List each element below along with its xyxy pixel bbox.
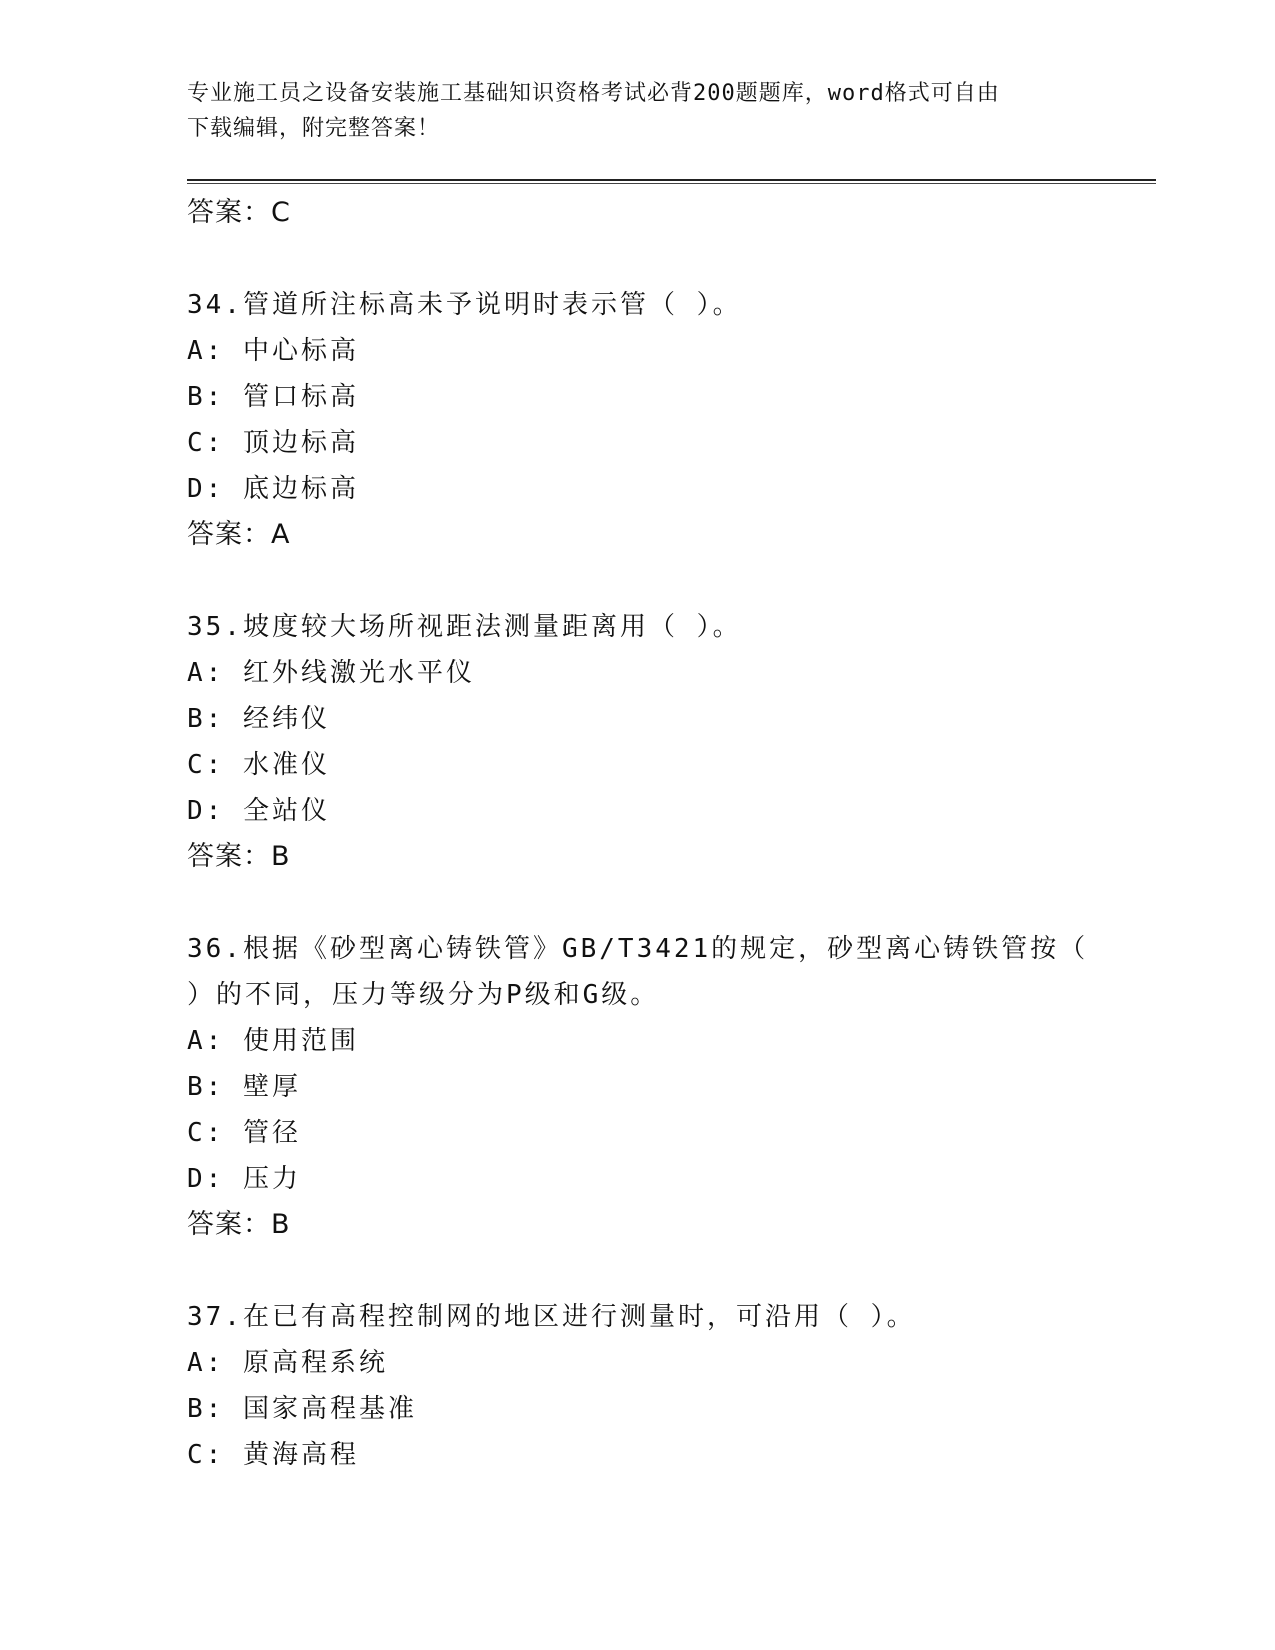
option-c: C: 管径	[187, 1118, 301, 1148]
option-a: A: 红外线激光水平仪	[187, 658, 475, 688]
header-title-line1: 专业施工员之设备安装施工基础知识资格考试必背200题题库，word格式可自由	[187, 81, 1000, 106]
question-stem: 34.管道所注标高未予说明时表示管（ ）。	[187, 290, 742, 320]
question-stem-line1: 36.根据《砂型离心铸铁管》GB/T3421的规定，砂型离心铸铁管按（	[187, 934, 1089, 964]
question-34	[187, 282, 1087, 558]
header-divider-thin	[187, 183, 1156, 184]
header-title-line2: 下载编辑，附完整答案！	[187, 116, 441, 141]
option-c: C: 顶边标高	[187, 428, 359, 458]
previous-answer: 答案：C	[187, 197, 291, 228]
question-list	[187, 190, 1087, 1478]
document-header	[187, 76, 1067, 146]
option-a: A: 原高程系统	[187, 1348, 388, 1378]
question-37	[187, 1294, 1087, 1478]
option-b: B: 国家高程基准	[187, 1394, 417, 1424]
question-stem: 35.坡度较大场所视距法测量距离用（ ）。	[187, 612, 742, 642]
question-35	[187, 604, 1087, 880]
option-c: C: 水准仪	[187, 750, 330, 780]
answer: 答案：A	[187, 519, 291, 550]
option-a: A: 使用范围	[187, 1026, 359, 1056]
header-divider-thick	[187, 179, 1156, 181]
option-d: D: 底边标高	[187, 474, 359, 504]
option-b: B: 管口标高	[187, 382, 359, 412]
answer: 答案：B	[187, 1209, 291, 1240]
spacer	[187, 880, 1087, 926]
spacer	[187, 1248, 1087, 1294]
option-b: B: 壁厚	[187, 1072, 301, 1102]
option-c: C: 黄海高程	[187, 1440, 359, 1470]
spacer	[187, 236, 1087, 282]
option-b: B: 经纬仪	[187, 704, 330, 734]
spacer	[187, 558, 1087, 604]
option-d: D: 全站仪	[187, 796, 330, 826]
question-stem-line2: ）的不同，压力等级分为P级和G级。	[187, 980, 660, 1010]
answer: 答案：B	[187, 841, 291, 872]
question-stem: 37.在已有高程控制网的地区进行测量时，可沿用（ ）。	[187, 1302, 916, 1332]
option-d: D: 压力	[187, 1164, 301, 1194]
question-36	[187, 926, 1087, 1248]
option-a: A: 中心标高	[187, 336, 359, 366]
